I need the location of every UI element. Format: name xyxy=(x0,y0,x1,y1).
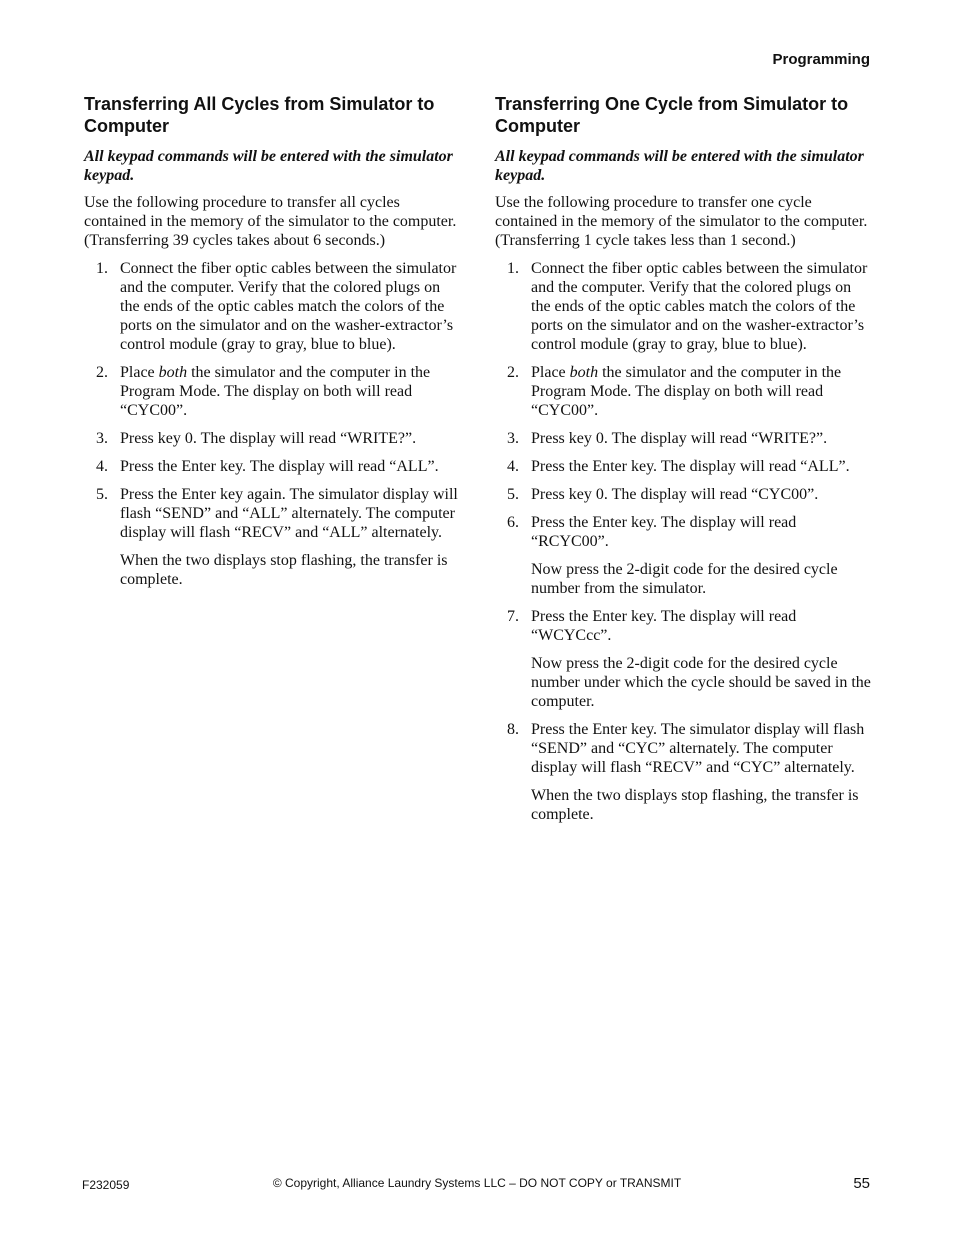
step-number: 4. xyxy=(507,458,519,475)
procedure-steps xyxy=(495,259,873,824)
step-text-end: the simulator and the computer in the Program Mode. The display on both will read “CYC00”. xyxy=(531,364,842,419)
step-6 xyxy=(495,513,873,598)
procedure-steps xyxy=(84,259,462,589)
step-number: 8. xyxy=(507,721,519,738)
step-followup: When the two displays stop flashing, the transfer is complete. xyxy=(120,552,448,588)
step-number: 3. xyxy=(507,430,519,447)
intro-paragraph: Use the following procedure to transfer all cycles contained in the memory of the simulator to the computer. (Transferring 39 cycles takes about 6 seconds.) xyxy=(84,194,457,249)
step-text: Press the Enter key. The display will read “RCYC00”. xyxy=(531,514,797,550)
step-number: 4. xyxy=(96,458,108,475)
step-text: Connect the fiber optic cables between the simulator and the computer. Verify that the colored plugs on the ends of the optic cables match the colors of the ports on the simulator and on the washer-extractor’s control module (gray to gray, blue to blue). xyxy=(120,260,457,353)
keypad-note: All keypad commands will be entered with the simulator keypad. xyxy=(84,148,453,184)
step-text: Connect the fiber optic cables between the simulator and the computer. Verify that the colored plugs on the ends of the optic cables match the colors of the ports on the simulator and on the washer-extractor’s control module (gray to gray, blue to blue). xyxy=(531,260,868,353)
step-1 xyxy=(495,259,873,354)
copyright-notice: © Copyright, Alliance Laundry Systems LLC – DO NOT COPY or TRANSMIT xyxy=(272,1176,682,1190)
section-title: Transferring All Cycles from Simulator to Computer xyxy=(84,94,435,136)
step-4 xyxy=(495,457,873,476)
step-7 xyxy=(495,607,873,711)
step-8 xyxy=(495,720,873,824)
step-followup: Now press the 2-digit code for the desired cycle number from the simulator. xyxy=(531,561,838,597)
step-text: Press the Enter key. The simulator display will flash “SEND” and “CYC” alternately. The computer display will flash “RECV” and “CYC” alternately. xyxy=(531,721,865,776)
step-text: Press the Enter key again. The simulator display will flash “SEND” and “ALL” alternately. The computer display will flash “RECV” and “ALL” alternately. xyxy=(120,486,458,541)
keypad-note: All keypad commands will be entered with the simulator keypad. xyxy=(495,148,864,184)
step-4 xyxy=(84,457,462,476)
right-column xyxy=(495,93,873,833)
step-3 xyxy=(495,429,873,448)
step-5 xyxy=(495,485,873,504)
step-number: 6. xyxy=(507,514,519,531)
document-id: F232059 xyxy=(82,1178,130,1192)
step-followup: Now press the 2-digit code for the desired cycle number under which the cycle should be saved in the computer. xyxy=(531,655,871,710)
emphasis-word: both xyxy=(158,364,188,381)
step-number: 5. xyxy=(96,486,108,503)
section-title: Transferring One Cycle from Simulator to Computer xyxy=(495,94,849,136)
step-number: 5. xyxy=(507,486,519,503)
intro-paragraph: Use the following procedure to transfer one cycle contained in the memory of the simulator to the computer. (Transferring 1 cycle takes less than 1 second.) xyxy=(495,194,868,249)
step-number: 3. xyxy=(96,430,108,447)
running-header: Programming xyxy=(772,51,870,68)
step-text xyxy=(531,363,873,420)
left-column xyxy=(84,93,462,598)
step-text: Press key 0. The display will read “WRITE?”. xyxy=(120,430,417,447)
step-text-start: Place xyxy=(120,364,159,381)
page-number: 55 xyxy=(853,1175,870,1192)
step-2 xyxy=(84,363,462,420)
step-5 xyxy=(84,485,462,589)
step-number: 2. xyxy=(96,364,108,381)
step-text: Press the Enter key. The display will read “ALL”. xyxy=(120,458,439,475)
step-text: Press key 0. The display will read “CYC00”. xyxy=(531,486,819,503)
step-number: 1. xyxy=(96,260,108,277)
step-text xyxy=(120,363,462,420)
step-1 xyxy=(84,259,462,354)
step-text: Press the Enter key. The display will read “WCYCcc”. xyxy=(531,608,797,644)
emphasis-word: both xyxy=(569,364,599,381)
step-2 xyxy=(495,363,873,420)
step-number: 7. xyxy=(507,608,519,625)
step-text: Press key 0. The display will read “WRITE?”. xyxy=(531,430,828,447)
step-text-end: the simulator and the computer in the Program Mode. The display on both will read “CYC00”. xyxy=(120,364,431,419)
step-3 xyxy=(84,429,462,448)
step-number: 2. xyxy=(507,364,519,381)
step-text: Press the Enter key. The display will read “ALL”. xyxy=(531,458,850,475)
step-text-start: Place xyxy=(531,364,570,381)
step-followup: When the two displays stop flashing, the transfer is complete. xyxy=(531,787,859,823)
step-number: 1. xyxy=(507,260,519,277)
